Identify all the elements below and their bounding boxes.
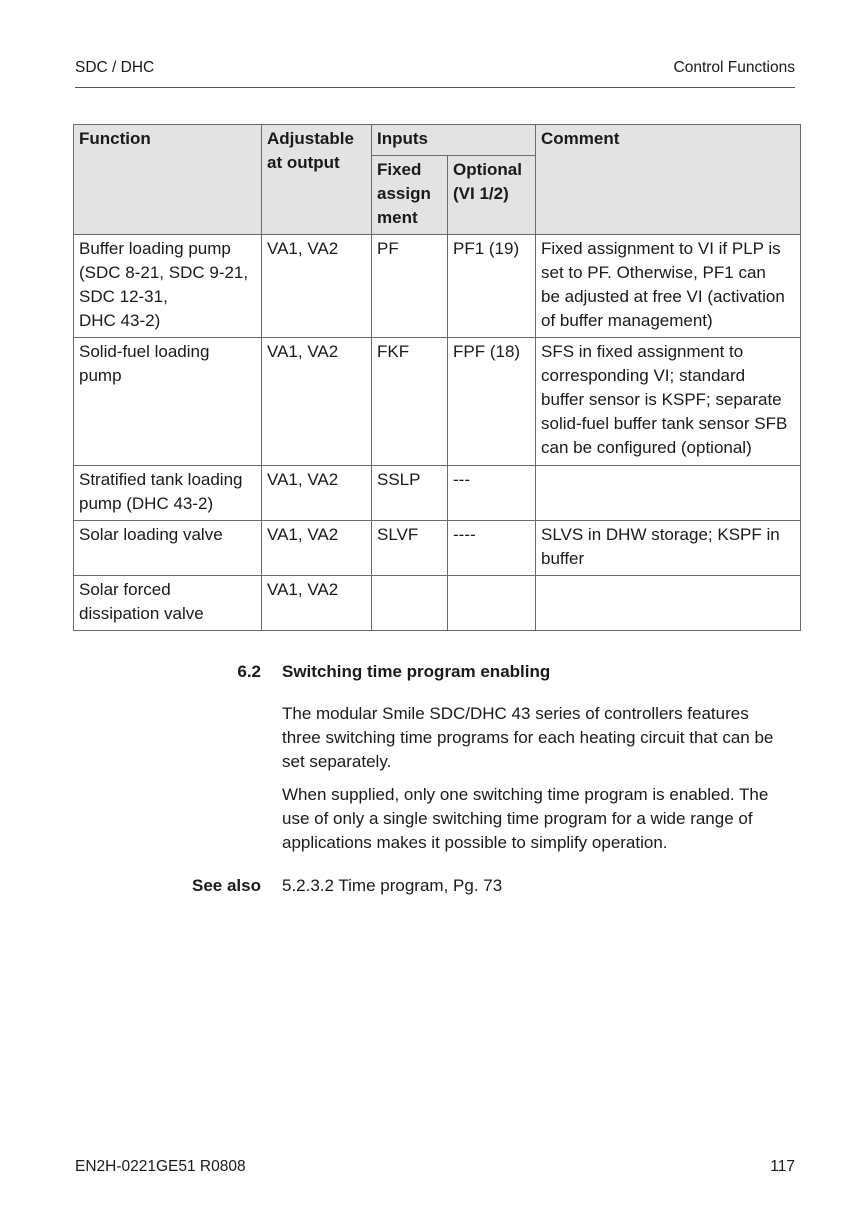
section-title: Switching time program enabling [282,662,551,681]
see-also-label: See also [192,876,261,895]
cell-function: Solid-fuel loading pump [74,338,262,466]
cell-optional: ---- [448,521,536,576]
cell-fixed: SLVF [372,521,448,576]
header-chapter-title: Control Functions [673,59,795,76]
footer-doc-code: EN2H-0221GE51 R0808 [75,1158,246,1175]
cell-optional: --- [448,466,536,521]
table-row [74,338,801,466]
table-row [74,466,801,521]
cell-comment: SLVS in DHW storage; KSPF in buffer [536,521,801,576]
function-table [73,124,801,631]
table-row [74,576,801,631]
cell-optional: FPF (18) [448,338,536,466]
cell-comment [536,576,801,631]
page-header [75,57,795,88]
header-fixed-assignment: Fixed assign ment [372,156,448,235]
cell-adjustable: VA1, VA2 [262,235,372,338]
section-paragraph-2: When supplied, only one switching time program is enabled. The use of only a single switching time program for a wide range of applications makes it possible to simplify operation. [282,785,769,852]
cell-optional: PF1 (19) [448,235,536,338]
header-adjustable: Adjustable at output [262,125,372,235]
cell-function: Solar loading valve [74,521,262,576]
section-paragraph-1: The modular Smile SDC/DHC 43 series of controllers features three switching time programs for each heating circuit that can be set separately. [282,704,774,771]
cell-adjustable: VA1, VA2 [262,338,372,466]
cell-fixed: FKF [372,338,448,466]
table-header-row [74,125,801,156]
header-inputs: Inputs [372,125,536,156]
cell-function: Stratified tank loading pump (DHC 43-2) [74,466,262,521]
header-optional: Optional (VI 1/2) [448,156,536,235]
header-comment: Comment [536,125,801,235]
table-row [74,521,801,576]
cell-adjustable: VA1, VA2 [262,466,372,521]
cell-comment [536,466,801,521]
cell-fixed: SSLP [372,466,448,521]
page-number: 117 [770,1158,795,1175]
cell-adjustable: VA1, VA2 [262,521,372,576]
cell-function: Solar forced dissipation valve [74,576,262,631]
cell-optional [448,576,536,631]
cell-fixed [372,576,448,631]
header-function: Function [74,125,262,235]
cell-adjustable: VA1, VA2 [262,576,372,631]
cell-comment: SFS in fixed assignment to corresponding VI; standard buffer sensor is KSPF; separate solid-fuel buffer tank sensor SFB can be configured (optional) [536,338,801,466]
table-row [74,235,801,338]
cell-function: Buffer loading pump (SDC 8-21, SDC 9-21, SDC 12-31, DHC 43-2) [74,235,262,338]
see-also-link[interactable]: 5.2.3.2 Time program, Pg. 73 [282,876,503,895]
header-doc-title: SDC / DHC [75,59,155,76]
cell-comment: Fixed assignment to VI if PLP is set to PF. Otherwise, PF1 can be adjusted at free VI (activation of buffer management) [536,235,801,338]
section-number: 6.2 [237,662,261,681]
cell-fixed: PF [372,235,448,338]
